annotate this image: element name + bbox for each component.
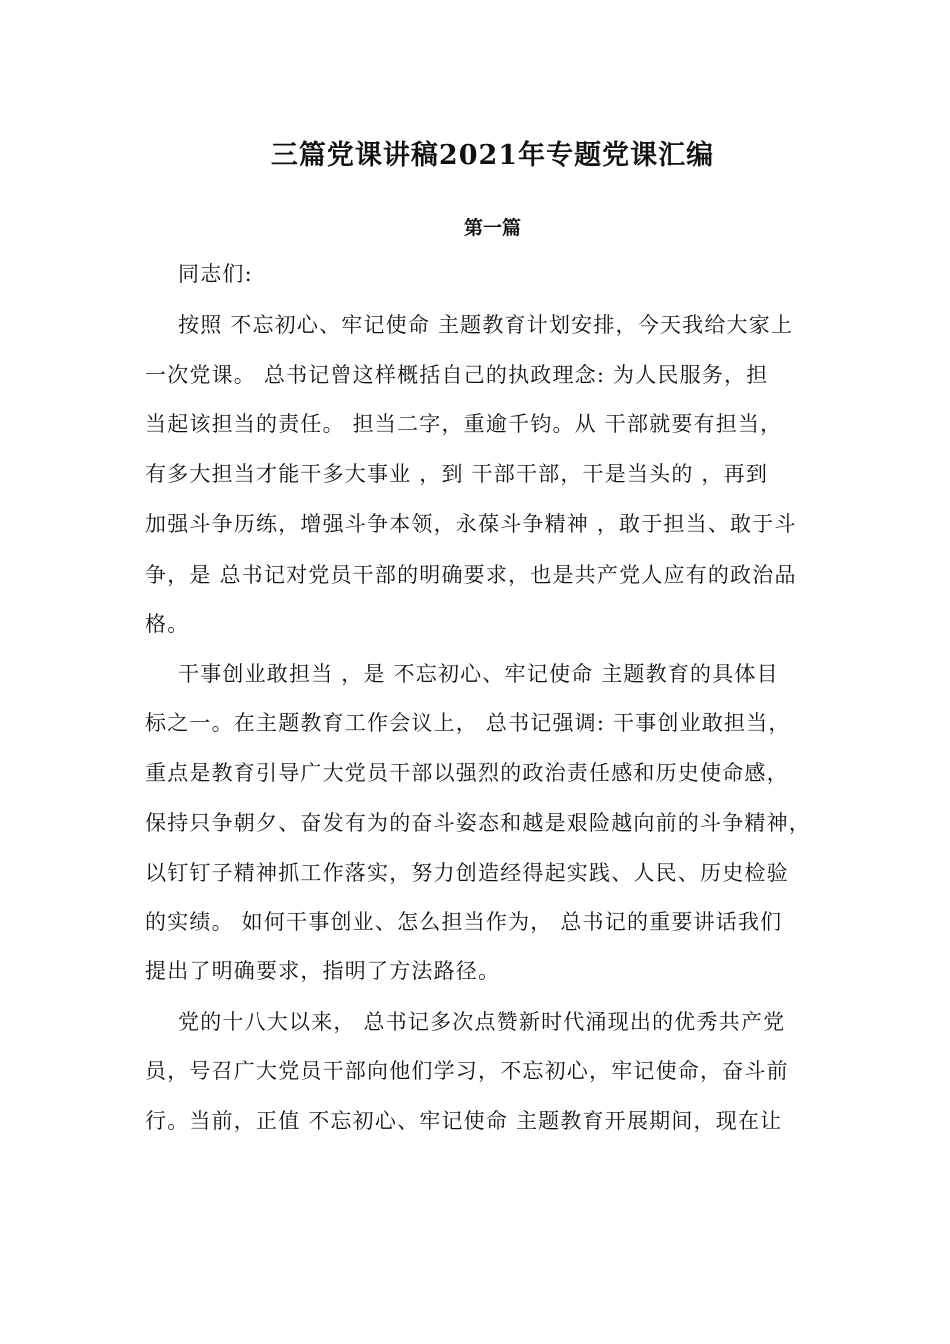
body-line: 员，号召广大党员干部向他们学习，不忘初心，牢记使命，奋斗前 — [145, 1059, 789, 1083]
body-line: 格。 — [145, 612, 190, 636]
body-line: 保持只争朝夕、奋发有为的奋斗姿态和越是艰险越向前的斗争精神， — [145, 811, 811, 835]
body-line: 的实绩。 如何干事创业、怎么担当作为， 总书记的重要讲话我们 — [145, 910, 783, 934]
body-line: 争，是 总书记对党员干部的明确要求，也是共产党人应有的政治品 — [145, 563, 797, 587]
body-line: 以钉钉子精神抓工作落实，努力创造经得起实践、人民、历史检验 — [145, 861, 789, 885]
body-line: 重点是教育引导广大党员干部以强烈的政治责任感和历史使命感， — [145, 761, 789, 785]
body-line: 同志们: — [178, 262, 253, 286]
body-line: 党的十八大以来， 总书记多次点赞新时代涌现出的优秀共产党 — [178, 1010, 786, 1034]
body-line: 有多大担当才能干多大事业 ，到 干部干部，干是当头的 ，再到 — [145, 462, 769, 486]
body-line: 提出了明确要求，指明了方法路径。 — [145, 959, 501, 983]
body-line: 一次党课。 总书记曾这样概括自己的执政理念: 为人民服务，担 — [145, 363, 769, 387]
section-heading: 第一篇 — [463, 217, 521, 239]
body-line: 加强斗争历练，增强斗争本领，永葆斗争精神 ，敢于担当、敢于斗 — [145, 512, 797, 536]
body-line: 干事创业敢担当 ，是 不忘初心、牢记使命 主题教育的具体目 — [178, 662, 779, 686]
body-line: 当起该担当的责任。 担当二字，重逾千钧。从 干部就要有担当， — [145, 412, 783, 436]
document-title: 三篇党课讲稿2021年专题党课汇编 — [270, 140, 715, 171]
body-line: 按照 不忘初心、牢记使命 主题教育计划安排，今天我给大家上 — [178, 313, 794, 337]
body-line: 行。当前，正值 不忘初心、牢记使命 主题教育开展期间，现在让 — [145, 1109, 783, 1133]
body-line: 标之一。在主题教育工作会议上， 总书记强调: 干事创业敢担当， — [145, 711, 791, 735]
